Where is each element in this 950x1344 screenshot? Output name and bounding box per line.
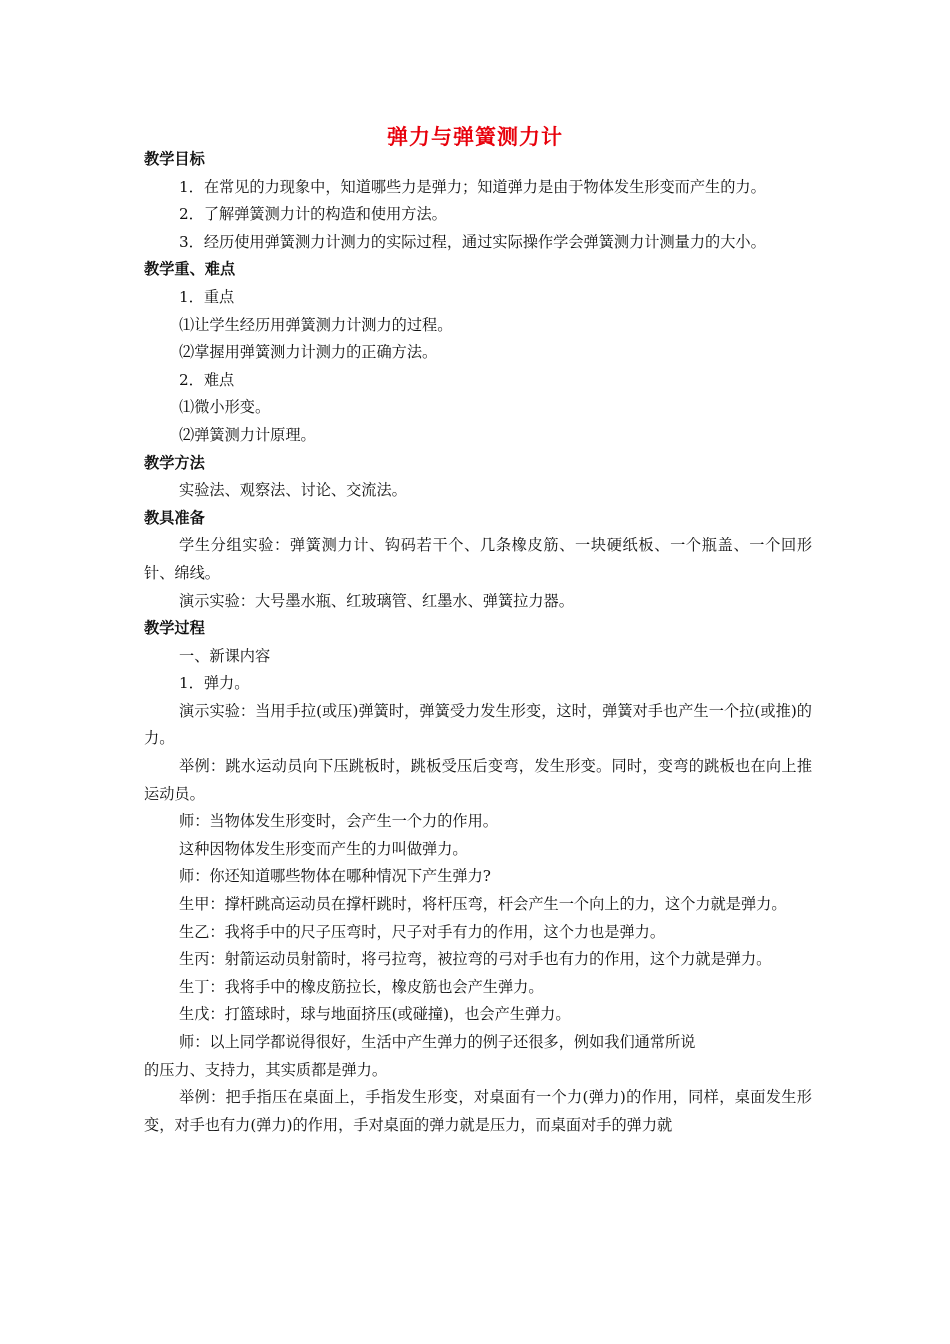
paragraph: 举例：跳水运动员向下压跳板时，跳板受压后变弯，发生形变。同时，变弯的跳板也在向上推运动员。 [144, 757, 812, 803]
paragraph: 演示实验：当用手拉(或压)弹簧时，弹簧受力发生形变，这时，弹簧对手也产生一个拉(或推)的力。 [144, 701, 812, 748]
section-heading: 教学过程 [144, 619, 205, 638]
section-heading: 教学方法 [144, 453, 205, 472]
paragraph: 3．经历使用弹簧测力计测力的实际过程，通过实际操作学会弹簧测力计测量力的大小。 [179, 232, 766, 251]
paragraph: 生丁：我将手中的橡皮筋拉长，橡皮筋也会产生弹力。 [179, 977, 544, 996]
paragraph: 师：当物体发生形变时，会产生一个力的作用。 [179, 812, 498, 831]
paragraph: 2．了解弹簧测力计的构造和使用方法。 [179, 205, 447, 224]
paragraph: 举例：把手指压在桌面上，手指发生形变，对桌面有一个力(弹力)的作用，同样，桌面发生形变，对手也有力(弹力)的作用，手对桌面的弹力就是压力，而桌面对手的弹力就 [144, 1088, 812, 1134]
section-heading: 教学目标 [144, 150, 205, 168]
paragraph: 1．重点 [179, 287, 235, 306]
paragraph: 这种因物体发生形变而产生的力叫做弹力。 [179, 839, 468, 858]
paragraph: 演示实验：大号墨水瓶、红玻璃管、红墨水、弹簧拉力器。 [179, 591, 574, 610]
paragraph: 1．弹力。 [179, 674, 250, 693]
paragraph: 师：以上同学都说得很好，生活中产生弹力的例子还很多，例如我们通常所说 [179, 1033, 696, 1051]
paragraph: 学生分组实验：弹簧测力计、钩码若干个、几条橡皮筋、一块硬纸板、一个瓶盖、一个回形针、绵线。 [144, 536, 812, 582]
document-title: 弹力与弹簧测力计 [387, 125, 563, 149]
paragraph: 实验法、观察法、讨论、交流法。 [179, 481, 407, 500]
paragraph: 一、新课内容 [179, 646, 271, 665]
paragraph: ⑴让学生经历用弹簧测力计测力的过程。 [179, 315, 453, 334]
paragraph: ⑴微小形变。 [179, 398, 271, 417]
paragraph: 生丙：射箭运动员射箭时，将弓拉弯，被拉弯的弓对手也有力的作用，这个力就是弹力。 [179, 950, 772, 969]
paragraph: 生乙：我将手中的尺子压弯时，尺子对手有力的作用，这个力也是弹力。 [179, 922, 665, 941]
paragraph: 1．在常见的力现象中，知道哪些力是弹力；知道弹力是由于物体发生形变而产生的力。 [179, 177, 766, 196]
section-heading: 教具准备 [144, 508, 205, 527]
section-heading: 教学重、难点 [144, 260, 236, 279]
paragraph: 师：你还知道哪些物体在哪种情况下产生弹力? [179, 867, 491, 886]
document-body [144, 146, 812, 1139]
paragraph: 2．难点 [179, 370, 235, 389]
paragraph: 生甲：撑杆跳高运动员在撑杆跳时，将杆压弯，杆会产生一个向上的力，这个力就是弹力。 [179, 895, 787, 914]
paragraph: 的压力、支持力，其实质都是弹力。 [144, 1060, 387, 1079]
paragraph: ⑵弹簧测力计原理。 [179, 425, 316, 444]
paragraph: ⑵掌握用弹簧测力计测力的正确方法。 [179, 343, 438, 362]
paragraph: 生戊：打篮球时，球与地面挤压(或碰撞)，也会产生弹力。 [179, 1005, 571, 1024]
